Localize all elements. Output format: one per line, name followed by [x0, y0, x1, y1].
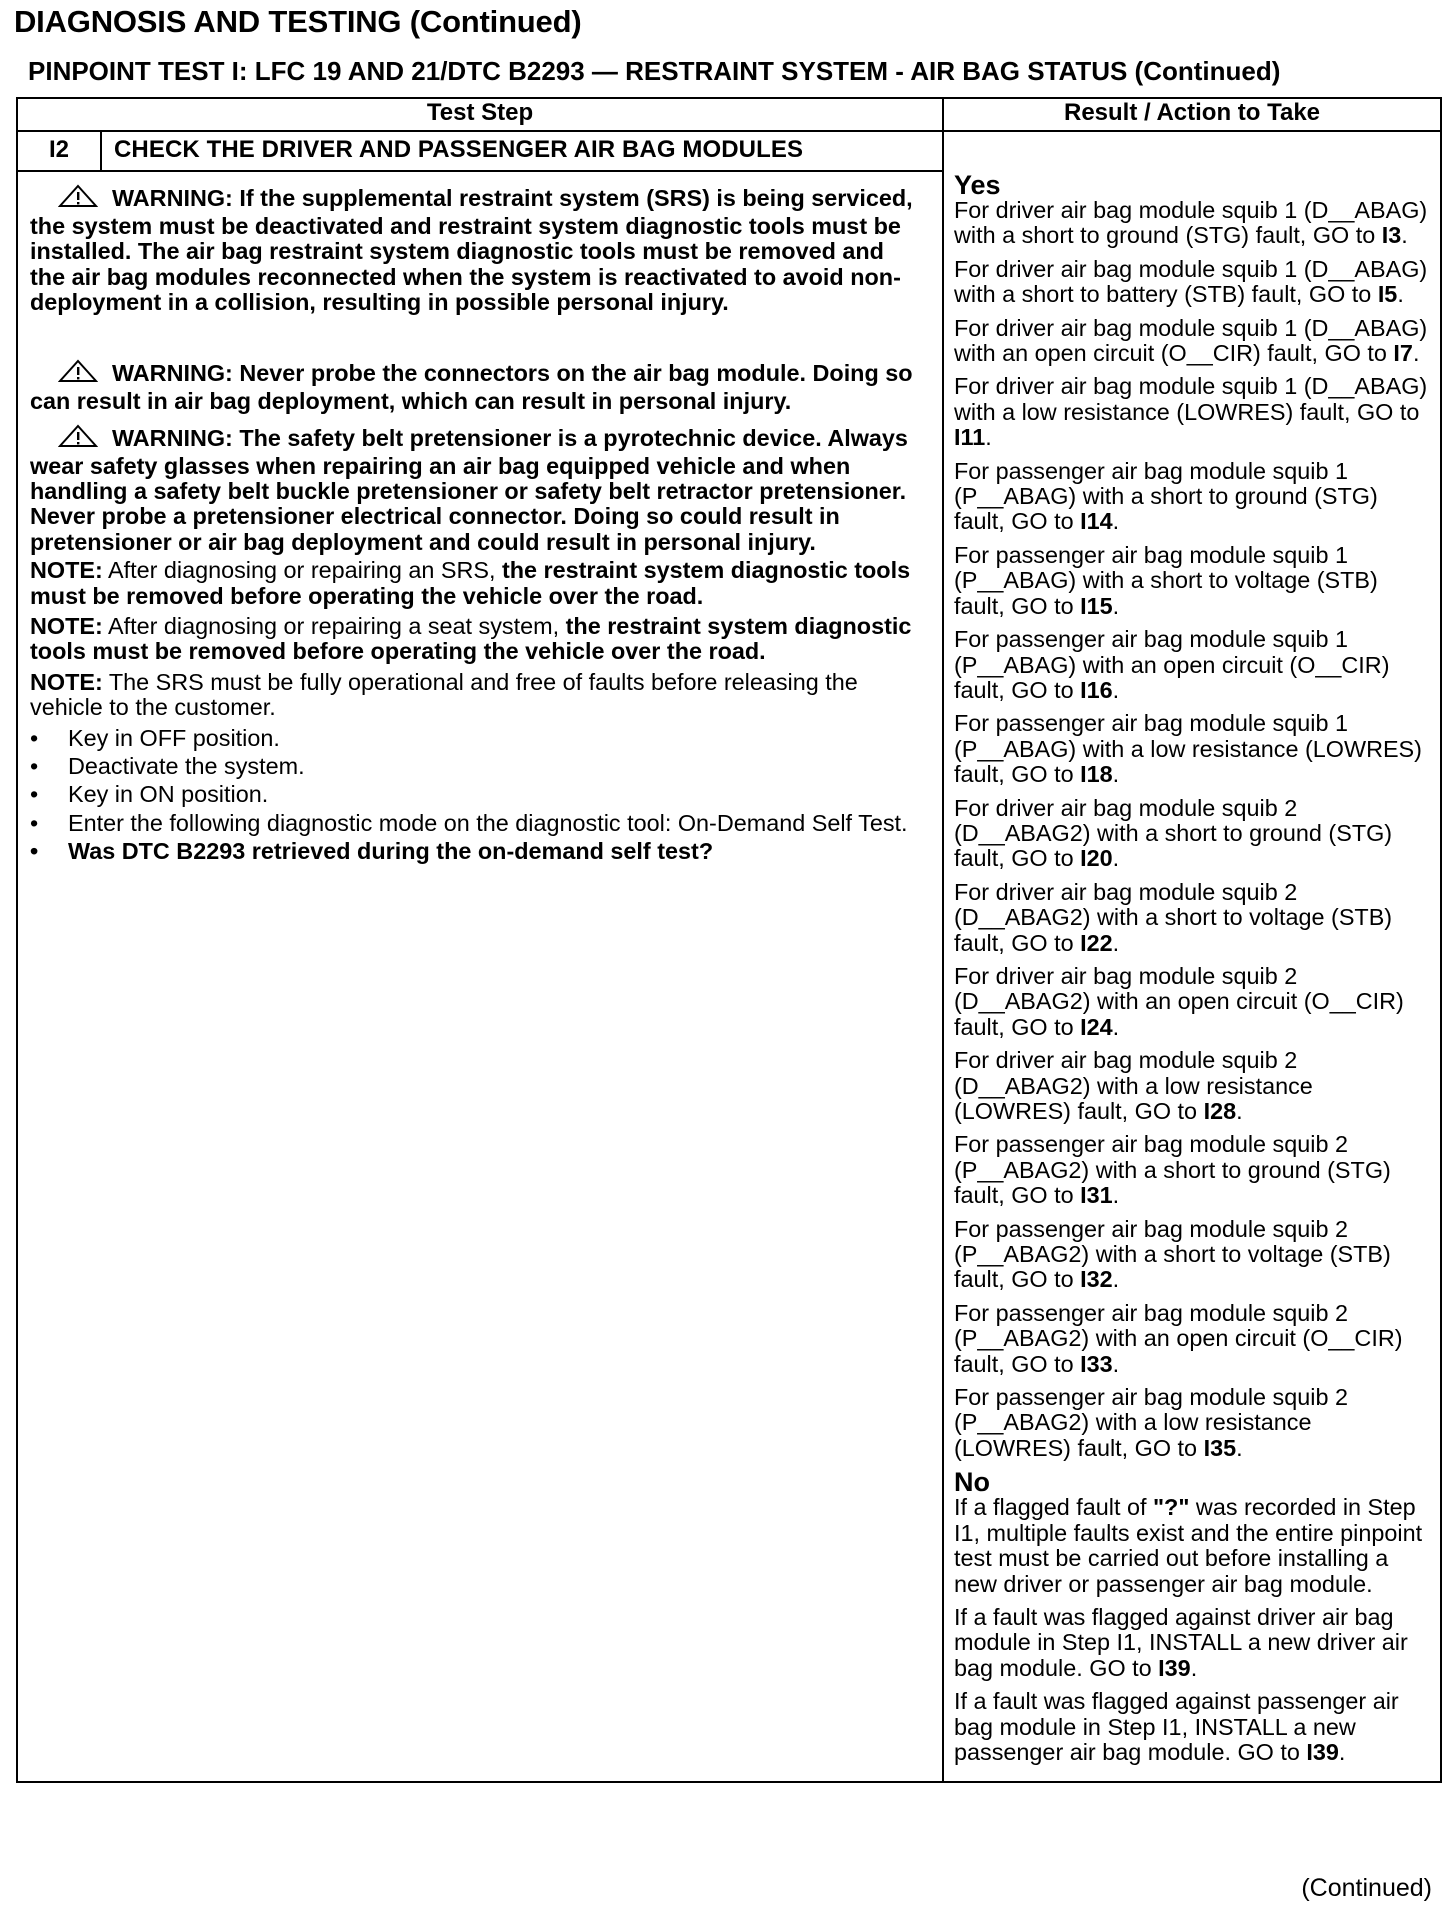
goto-step-ref: I33 [1080, 1350, 1113, 1377]
result-action-header: Result / Action to Take [943, 98, 1441, 131]
goto-step-ref: I22 [1080, 929, 1113, 956]
pinpoint-test-table [16, 97, 1442, 1783]
warning-srs-service: WARNING: If the supplemental restraint system (SRS) is being serviced, the system must be deactivated and restraint system diagnostic tools must be installed. The air bag restraint system diagnostic tools must be removed and the air bag modules reconnected when the system is reactivated to avoid non-deployment in a collision, resulting in possible personal injury. [30, 185, 913, 315]
page-title: DIAGNOSIS AND TESTING (Continued) [14, 4, 582, 39]
no-action-3: If a fault was flagged against passenger air bag module in Step I1, INSTALL a new passenger air bag module. GO to I39. [954, 1688, 1399, 1765]
yes-action-item: For passenger air bag module squib 2 (P__ABAG2) with a low resistance (LOWRES) fault, GO to I35. [954, 1384, 1348, 1461]
list-item: • Deactivate the system. [30, 753, 305, 780]
continued-label: (Continued) [1301, 1874, 1432, 1902]
yes-action-item: For driver air bag module squib 2 (D__ABAG2) with a short to ground (STG) fault, GO to I20. [954, 794, 1393, 872]
warning-triangle-icon [44, 359, 98, 388]
test-question: • Was DTC B2293 retrieved during the on-demand self test? [30, 838, 714, 865]
procedure-steps [30, 726, 920, 865]
no-action-1: If a flagged fault of "?" was recorded in Step I1, multiple faults exist and the entire pinpoint test must be carried out before installing a new driver or passenger air bag module. [954, 1494, 1423, 1597]
yes-action-list [954, 198, 1434, 1461]
yes-action-item: For passenger air bag module squib 1 (P__ABAG) with a short to ground (STG) fault, GO to I14. [954, 457, 1378, 535]
no-action-2: If a fault was flagged against driver air bag module in Step I1, INSTALL a new driver air bag module. GO to I39. [954, 1603, 1408, 1681]
yes-action-item: For driver air bag module squib 1 (D__ABAG) with a short to battery (STB) fault, GO to I5. [954, 255, 1428, 308]
goto-step-ref: I16 [1080, 676, 1113, 703]
list-item: • Key in ON position. [30, 781, 269, 808]
yes-action-item: For passenger air bag module squib 2 (P__ABAG2) with a short to ground (STG) fault, GO to I31. [954, 1131, 1391, 1209]
yes-action-item: For driver air bag module squib 2 (D__ABAG2) with a short to voltage (STB) fault, GO to I22. [954, 878, 1393, 956]
step-instructions-cell [17, 171, 943, 1782]
table-header-row [17, 98, 1441, 131]
yes-label: Yes [954, 170, 1001, 200]
pinpoint-test-title: PINPOINT TEST I: LFC 19 AND 21/DTC B2293 — RESTRAINT SYSTEM - AIR BAG STATUS (Continued) [28, 56, 1281, 86]
note-seat-repair: NOTE: After diagnosing or repairing a seat system, the restraint system diagnostic tools must be removed before operating the vehicle over the road. [30, 612, 912, 665]
yes-action-item: For passenger air bag module squib 2 (P__ABAG2) with a short to voltage (STB) fault, GO to I32. [954, 1215, 1391, 1293]
goto-step-ref: I5 [1377, 281, 1398, 308]
yes-action-item: For driver air bag module squib 1 (D__ABAG) with a low resistance (LOWRES) fault, GO to I11. [954, 373, 1428, 451]
goto-step-ref: I15 [1080, 592, 1113, 619]
goto-step-ref: I11 [954, 424, 986, 451]
result-action-cell [943, 131, 1441, 1782]
yes-action-item: For driver air bag module squib 2 (D__ABAG2) with a low resistance (LOWRES) fault, GO to I28. [954, 1047, 1313, 1124]
step-name: CHECK THE DRIVER AND PASSENGER AIR BAG MODULES [101, 131, 943, 171]
goto-step-ref: I28 [1203, 1098, 1237, 1124]
note-srs-operational: NOTE: The SRS must be fully operational and free of faults before releasing the vehicle to the customer. [30, 668, 858, 721]
note-srs-repair: NOTE: After diagnosing or repairing an SRS, the restraint system diagnostic tools must be removed before operating the vehicle over the road. [30, 557, 911, 609]
yes-action-item: For driver air bag module squib 1 (D__ABAG) with an open circuit (O__CIR) fault, GO to I7. [954, 314, 1428, 367]
step-number: I2 [17, 131, 101, 171]
warning-pretensioner: WARNING: The safety belt pretensioner is a pyrotechnic device. Always wear safety glasses when repairing an air bag equipped vehicle and when handling a safety belt buckle pretensioner or safety belt retractor pretensioner. Never probe a pretensioner electrical connector. Doing so could result in pretensioner or air bag deployment and could result in personal injury. [30, 425, 908, 555]
yes-action-item: For passenger air bag module squib 2 (P__ABAG2) with an open circuit (O__CIR) fault, GO to I33. [954, 1299, 1403, 1377]
goto-step-ref: I32 [1080, 1266, 1113, 1293]
no-label: No [954, 1467, 990, 1498]
goto-step-ref: I24 [1080, 1013, 1113, 1040]
warning-triangle-icon [44, 424, 98, 453]
yes-action-item: For passenger air bag module squib 1 (P__ABAG) with an open circuit (O__CIR) fault, GO to I16. [954, 626, 1390, 703]
test-step-header: Test Step [17, 98, 943, 131]
yes-action-item: For driver air bag module squib 2 (D__ABAG2) with an open circuit (O__CIR) fault, GO to I24. [954, 962, 1404, 1040]
goto-step-ref: I18 [1080, 761, 1113, 788]
goto-step-ref: I20 [1080, 845, 1113, 872]
yes-action-item: For passenger air bag module squib 1 (P__ABAG) with a low resistance (LOWRES) fault, GO to I18. [954, 710, 1422, 788]
yes-action-item: For passenger air bag module squib 1 (P__ABAG) with a short to voltage (STB) fault, GO to I15. [954, 541, 1378, 619]
list-item: • Enter the following diagnostic mode on the diagnostic tool: On-Demand Self Test. [30, 809, 908, 836]
goto-step-ref: I35 [1203, 1434, 1237, 1461]
goto-step-ref: I14 [1080, 508, 1113, 535]
yes-action-item: For driver air bag module squib 1 (D__ABAG) with a short to ground (STG) fault, GO to I3. [954, 197, 1428, 249]
warning-probe-connectors: WARNING: Never probe the connectors on the air bag module. Doing so can result in air bag deployment, which can result in personal injury. [30, 360, 913, 414]
goto-step-ref: I3 [1381, 222, 1402, 249]
list-item: • Key in OFF position. [30, 724, 280, 751]
goto-step-ref: I31 [1080, 1182, 1113, 1209]
step-title-row [17, 131, 1441, 171]
goto-step-ref: I7 [1393, 340, 1413, 367]
warning-triangle-icon [44, 184, 98, 213]
